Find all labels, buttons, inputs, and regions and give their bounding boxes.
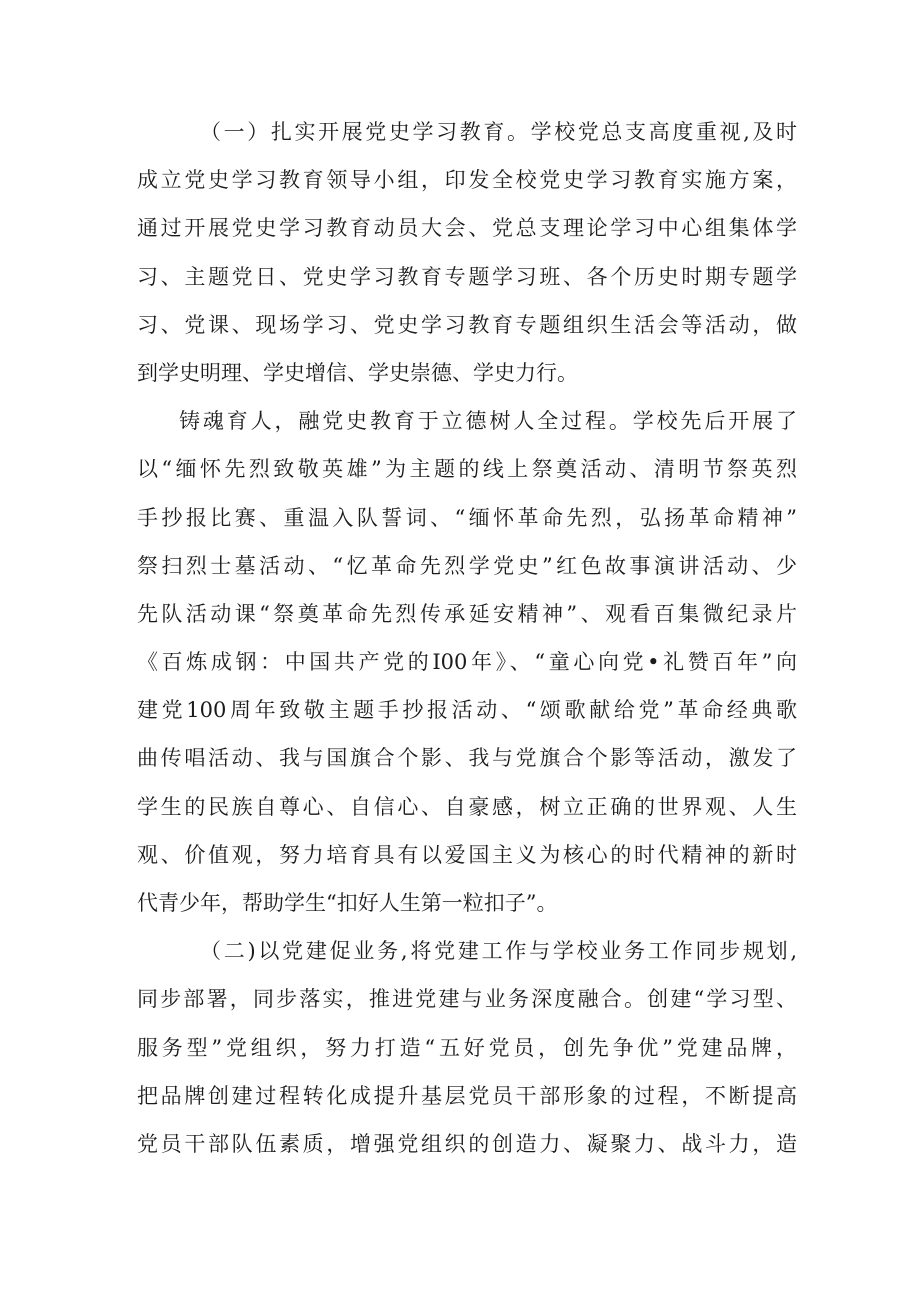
text-line: 代青少年，帮助学生“扣好人生第一粒扣子”。 [137,891,558,915]
text-line: 曲传唱活动、我与国旗合个影、我与党旗合个影等活动，激发了 [137,746,797,771]
text-line: 以“缅怀先烈致敬英雄”为主题的线上祭奠活动、清明节祭英烈 [137,457,797,482]
text-line: 习、党课、现场学习、党史学习教育专题组织生活会等活动，做 [137,312,797,337]
text-line: 到学史明理、学史增信、学史崇德、学史力行。 [137,360,578,385]
text-line: （二)以党建促业务,将党建工作与学校业务工作同步规划, [200,939,797,964]
text-line: 先队活动课“祭奠革命先烈传承延安精神”、观看百集微纪录片 [137,601,797,626]
text-line: 同步部署，同步落实，推进党建与业务深度融合。创建“学习型、 [137,987,797,1012]
paragraph-moral-education [137,397,797,927]
text-line: 通过开展党史学习教育动员大会、党总支理论学习中心组集体学 [137,216,797,241]
paragraph-party-history-education [137,108,797,397]
text-line: 观、价值观，努力培育具有以爱国主义为核心的时代精神的新时 [137,842,797,867]
text-line: 习、主题党日、党史学习教育专题学习班、各个历史时期专题学 [137,264,797,289]
document-body [137,108,797,1168]
text-line: 成立党史学习教育领导小组，印发全校党史学习教育实施方案， [137,168,797,193]
text-line: （一）扎实开展党史学习教育。学校党总支高度重视,及时 [200,120,797,144]
text-line: 《百炼成钢：中国共产党的I00年》、“童心向党•礼赞百年”向 [137,650,797,675]
text-line: 铸魂育人，融党史教育于立德树人全过程。学校先后开展了 [179,409,797,434]
text-line: 祭扫烈士墓活动、“忆革命先烈学党史”红色故事演讲活动、少 [137,553,797,578]
text-line: 服务型”党组织，努力打造“五好党员，创先争优”党建品牌， [137,1035,797,1060]
text-line: 党员干部队伍素质，增强党组织的创造力、凝聚力、战斗力，造 [137,1131,797,1156]
paragraph-party-building-business [137,927,797,1168]
text-line: 手抄报比赛、重温入队誓词、“缅怀革命先烈，弘扬革命精神” [137,505,797,530]
text-line: 建党100周年致敬主题手抄报活动、“颂歌献给党”革命经典歌 [137,698,797,723]
text-line: 把品牌创建过程转化成提升基层党员干部形象的过程，不断提高 [137,1083,797,1108]
text-line: 学生的民族自尊心、自信心、自豪感，树立正确的世界观、人生 [137,794,797,819]
